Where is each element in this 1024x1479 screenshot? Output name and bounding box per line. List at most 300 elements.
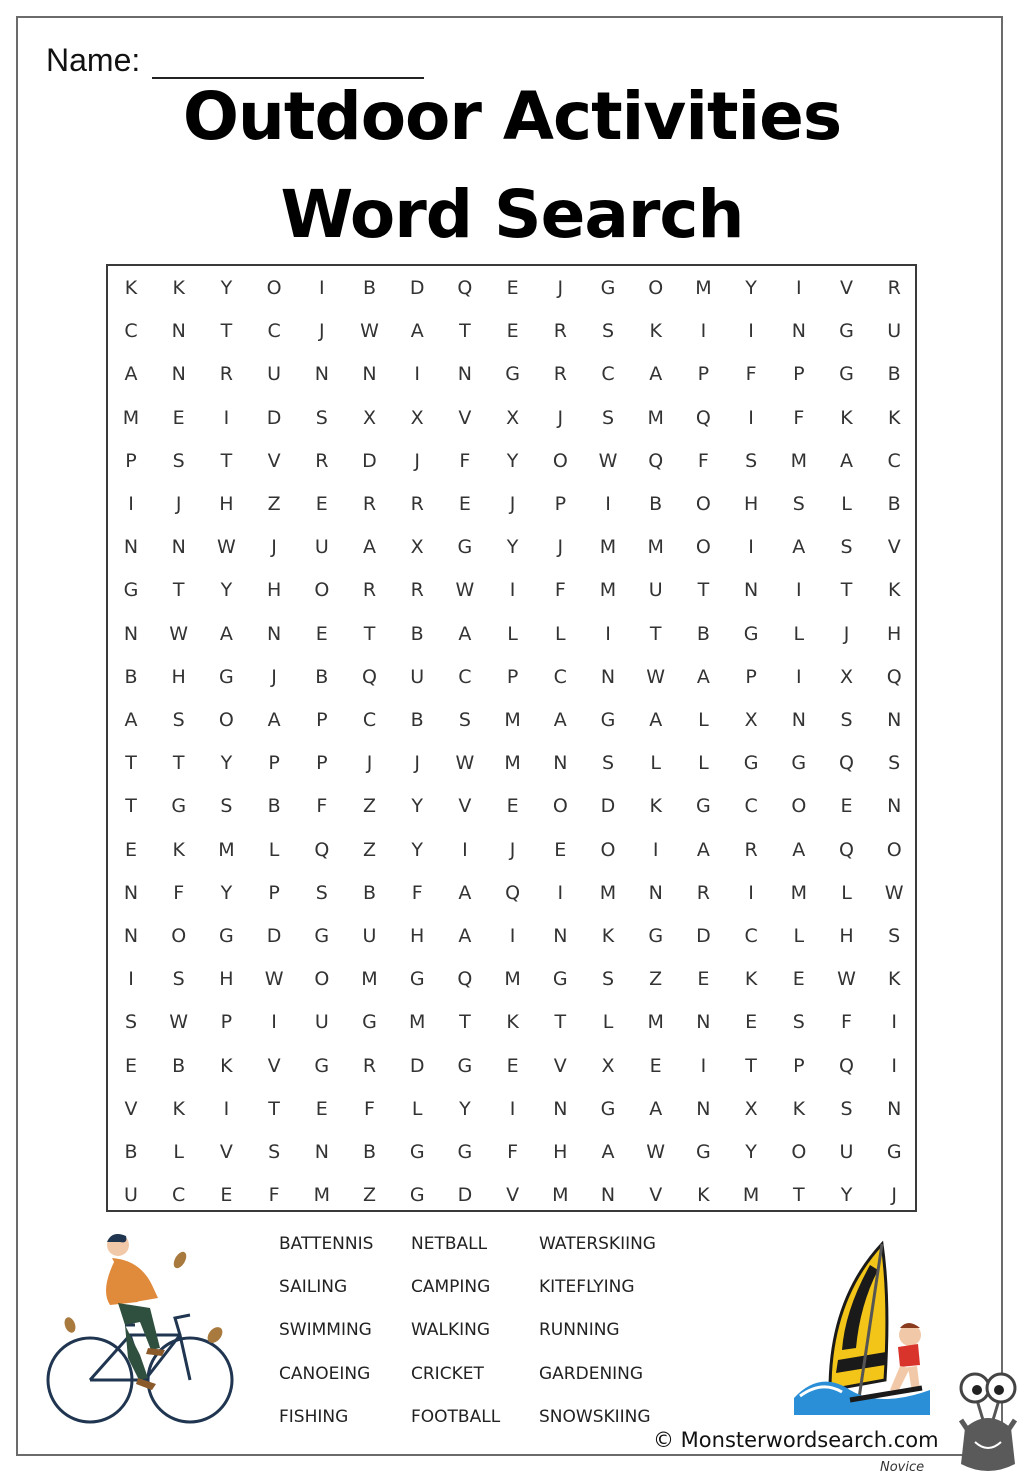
- grid-letter[interactable]: Y: [411, 795, 423, 818]
- grid-letter[interactable]: N: [314, 1141, 329, 1163]
- grid-letter[interactable]: F: [316, 795, 328, 818]
- grid-letter[interactable]: I: [318, 277, 325, 299]
- grid-letter[interactable]: S: [172, 449, 185, 472]
- grid-letter[interactable]: G: [886, 1141, 902, 1163]
- grid-letter[interactable]: E: [315, 1097, 328, 1120]
- grid-letter[interactable]: N: [887, 709, 902, 731]
- grid-letter[interactable]: M: [552, 1184, 569, 1207]
- grid-letter[interactable]: N: [171, 536, 186, 559]
- grid-letter[interactable]: J: [271, 536, 277, 559]
- grid-letter[interactable]: T: [125, 795, 137, 818]
- grid-letter[interactable]: O: [552, 795, 568, 818]
- grid-letter[interactable]: B: [410, 622, 424, 645]
- grid-letter[interactable]: P: [316, 752, 328, 775]
- grid-letter[interactable]: B: [887, 493, 901, 515]
- grid-letter[interactable]: L: [698, 752, 709, 775]
- grid-letter[interactable]: B: [124, 665, 138, 688]
- grid-letter[interactable]: G: [505, 363, 520, 386]
- grid-letter[interactable]: I: [509, 579, 516, 602]
- grid-letter[interactable]: C: [553, 665, 567, 688]
- grid-letter[interactable]: M: [504, 752, 521, 775]
- grid-letter[interactable]: F: [841, 1011, 852, 1034]
- grid-letter[interactable]: O: [314, 968, 330, 991]
- grid-letter[interactable]: R: [744, 838, 758, 861]
- grid-letter[interactable]: R: [887, 277, 901, 299]
- grid-letter[interactable]: T: [125, 752, 137, 775]
- grid-letter[interactable]: G: [457, 536, 473, 559]
- grid-letter[interactable]: J: [843, 622, 850, 645]
- grid-letter[interactable]: U: [267, 363, 282, 386]
- grid-letter[interactable]: M: [790, 881, 807, 904]
- grid-letter[interactable]: Y: [745, 1141, 757, 1163]
- grid-letter[interactable]: W: [455, 579, 475, 602]
- grid-letter[interactable]: I: [700, 320, 707, 343]
- grid-letter[interactable]: K: [601, 925, 615, 947]
- grid-letter[interactable]: N: [171, 363, 186, 386]
- grid-letter[interactable]: Q: [839, 752, 854, 775]
- grid-letter[interactable]: K: [649, 320, 662, 343]
- grid-letter[interactable]: S: [315, 881, 328, 904]
- grid-letter[interactable]: M: [361, 968, 378, 991]
- grid-letter[interactable]: A: [840, 449, 853, 472]
- grid-letter[interactable]: E: [506, 277, 519, 299]
- grid-letter[interactable]: O: [552, 449, 568, 472]
- grid-letter[interactable]: G: [123, 579, 139, 602]
- grid-letter[interactable]: L: [841, 493, 852, 515]
- grid-letter[interactable]: L: [602, 1011, 614, 1034]
- grid-letter[interactable]: H: [171, 665, 186, 688]
- grid-letter[interactable]: B: [649, 493, 663, 515]
- grid-letter[interactable]: T: [840, 579, 853, 602]
- grid-letter[interactable]: P: [554, 493, 567, 515]
- grid-letter[interactable]: W: [216, 536, 236, 559]
- grid-letter[interactable]: N: [553, 925, 568, 947]
- grid-letter[interactable]: Y: [840, 1184, 853, 1207]
- grid-letter[interactable]: X: [506, 406, 520, 429]
- grid-letter[interactable]: F: [364, 1097, 375, 1120]
- grid-letter[interactable]: K: [792, 1097, 806, 1120]
- grid-letter[interactable]: K: [172, 277, 185, 299]
- grid-letter[interactable]: Z: [362, 1184, 377, 1207]
- grid-letter[interactable]: P: [793, 1054, 805, 1077]
- grid-letter[interactable]: A: [649, 709, 663, 731]
- grid-letter[interactable]: D: [409, 277, 425, 299]
- grid-letter[interactable]: C: [601, 363, 615, 386]
- grid-letter[interactable]: A: [458, 925, 472, 947]
- grid-letter[interactable]: N: [743, 579, 759, 602]
- grid-letter[interactable]: S: [172, 968, 185, 991]
- grid-letter[interactable]: O: [171, 925, 187, 947]
- grid-letter[interactable]: V: [267, 1054, 281, 1077]
- grid-letter[interactable]: S: [601, 968, 615, 991]
- grid-letter[interactable]: G: [314, 1054, 330, 1077]
- grid-letter[interactable]: N: [648, 881, 663, 904]
- grid-letter[interactable]: P: [268, 752, 280, 775]
- grid-letter[interactable]: F: [554, 579, 566, 602]
- grid-letter[interactable]: O: [314, 579, 330, 602]
- grid-letter[interactable]: L: [793, 622, 805, 645]
- grid-letter[interactable]: G: [171, 795, 187, 818]
- grid-letter[interactable]: R: [362, 1054, 377, 1077]
- grid-letter[interactable]: S: [172, 709, 185, 731]
- grid-letter[interactable]: B: [362, 1141, 377, 1163]
- grid-letter[interactable]: M: [218, 838, 235, 861]
- grid-letter[interactable]: I: [748, 406, 754, 429]
- grid-letter[interactable]: E: [697, 968, 710, 991]
- grid-letter[interactable]: E: [315, 622, 328, 645]
- grid-letter[interactable]: F: [173, 881, 185, 904]
- grid-letter[interactable]: B: [362, 277, 377, 299]
- grid-letter[interactable]: G: [839, 320, 854, 343]
- grid-letter[interactable]: L: [650, 752, 661, 775]
- grid-letter[interactable]: S: [124, 1011, 138, 1034]
- grid-letter[interactable]: F: [507, 1141, 519, 1163]
- grid-letter[interactable]: I: [748, 320, 754, 343]
- grid-letter[interactable]: T: [268, 1097, 280, 1120]
- grid-letter[interactable]: I: [891, 1054, 897, 1077]
- grid-letter[interactable]: G: [648, 925, 664, 947]
- grid-letter[interactable]: B: [315, 665, 329, 688]
- grid-letter[interactable]: N: [457, 363, 472, 386]
- grid-letter[interactable]: S: [745, 449, 758, 472]
- grid-letter[interactable]: L: [268, 838, 280, 861]
- grid-letter[interactable]: U: [887, 320, 902, 343]
- grid-letter[interactable]: H: [743, 493, 759, 515]
- grid-letter[interactable]: B: [124, 1141, 138, 1163]
- grid-letter[interactable]: N: [123, 881, 139, 904]
- grid-letter[interactable]: G: [743, 622, 759, 645]
- grid-letter[interactable]: E: [792, 968, 805, 991]
- grid-letter[interactable]: G: [219, 665, 234, 688]
- grid-letter[interactable]: G: [409, 1184, 425, 1207]
- grid-letter[interactable]: S: [601, 752, 615, 775]
- grid-letter[interactable]: I: [652, 838, 659, 861]
- grid-letter[interactable]: E: [506, 1054, 519, 1077]
- grid-letter[interactable]: I: [223, 1097, 230, 1120]
- grid-letter[interactable]: F: [745, 363, 757, 386]
- grid-letter[interactable]: N: [791, 320, 806, 343]
- grid-letter[interactable]: X: [839, 665, 854, 688]
- grid-letter[interactable]: S: [888, 752, 901, 775]
- grid-letter[interactable]: D: [409, 1054, 425, 1077]
- grid-letter[interactable]: G: [457, 1141, 473, 1163]
- grid-letter[interactable]: R: [696, 881, 710, 904]
- grid-letter[interactable]: N: [600, 665, 616, 688]
- grid-letter[interactable]: M: [742, 1184, 760, 1207]
- grid-letter[interactable]: Z: [362, 795, 377, 818]
- grid-letter[interactable]: V: [506, 1184, 520, 1207]
- grid-letter[interactable]: P: [220, 1011, 233, 1034]
- grid-letter[interactable]: G: [314, 925, 330, 947]
- grid-letter[interactable]: I: [748, 536, 754, 559]
- grid-letter[interactable]: E: [554, 838, 567, 861]
- grid-letter[interactable]: I: [509, 925, 516, 947]
- grid-letter[interactable]: Y: [506, 536, 519, 559]
- grid-letter[interactable]: E: [840, 795, 853, 818]
- grid-letter[interactable]: C: [887, 449, 901, 472]
- grid-letter[interactable]: I: [795, 665, 802, 688]
- grid-letter[interactable]: N: [791, 709, 806, 731]
- grid-letter[interactable]: V: [458, 795, 472, 818]
- grid-letter[interactable]: A: [363, 536, 376, 559]
- grid-letter[interactable]: N: [362, 363, 377, 386]
- grid-letter[interactable]: E: [124, 838, 137, 861]
- grid-letter[interactable]: G: [457, 1054, 473, 1077]
- grid-letter[interactable]: Q: [839, 838, 854, 861]
- grid-letter[interactable]: R: [362, 579, 377, 602]
- grid-letter[interactable]: S: [840, 1097, 853, 1120]
- grid-letter[interactable]: U: [314, 1011, 329, 1034]
- grid-letter[interactable]: G: [696, 1141, 711, 1163]
- grid-letter[interactable]: Q: [362, 665, 377, 688]
- grid-letter[interactable]: Q: [839, 1054, 854, 1077]
- grid-letter[interactable]: L: [841, 881, 852, 904]
- grid-letter[interactable]: F: [697, 449, 709, 472]
- grid-letter[interactable]: J: [271, 665, 277, 688]
- grid-letter[interactable]: M: [122, 406, 140, 429]
- grid-letter[interactable]: V: [887, 536, 901, 559]
- grid-letter[interactable]: I: [795, 277, 802, 299]
- grid-letter[interactable]: S: [840, 536, 853, 559]
- grid-letter[interactable]: N: [553, 752, 568, 775]
- grid-letter[interactable]: J: [557, 406, 564, 429]
- grid-letter[interactable]: Z: [649, 968, 663, 991]
- grid-letter[interactable]: I: [605, 493, 611, 515]
- grid-letter[interactable]: P: [506, 665, 519, 688]
- grid-letter[interactable]: G: [839, 363, 854, 386]
- grid-letter[interactable]: S: [458, 709, 471, 731]
- grid-letter[interactable]: N: [696, 1011, 711, 1034]
- grid-letter[interactable]: A: [458, 881, 472, 904]
- grid-letter[interactable]: S: [601, 406, 615, 429]
- grid-letter[interactable]: S: [840, 709, 853, 731]
- grid-letter[interactable]: O: [695, 493, 711, 515]
- grid-letter[interactable]: I: [223, 406, 230, 429]
- grid-letter[interactable]: K: [172, 1097, 185, 1120]
- grid-letter[interactable]: X: [744, 709, 758, 731]
- grid-letter[interactable]: N: [696, 1097, 711, 1120]
- grid-letter[interactable]: Y: [220, 881, 233, 904]
- grid-letter[interactable]: S: [792, 1011, 805, 1034]
- grid-letter[interactable]: T: [697, 579, 710, 602]
- grid-letter[interactable]: C: [362, 709, 377, 731]
- grid-letter[interactable]: J: [509, 838, 516, 861]
- grid-letter[interactable]: H: [219, 968, 234, 991]
- grid-letter[interactable]: X: [410, 536, 424, 559]
- grid-letter[interactable]: Q: [457, 277, 473, 299]
- grid-letter[interactable]: G: [409, 1141, 425, 1163]
- grid-letter[interactable]: D: [266, 925, 282, 947]
- grid-letter[interactable]: D: [362, 449, 377, 472]
- grid-letter[interactable]: M: [504, 968, 521, 991]
- grid-letter[interactable]: V: [124, 1097, 138, 1120]
- grid-letter[interactable]: R: [410, 579, 424, 602]
- grid-letter[interactable]: B: [410, 709, 424, 731]
- grid-letter[interactable]: C: [744, 925, 758, 947]
- grid-letter[interactable]: T: [363, 622, 376, 645]
- grid-letter[interactable]: D: [457, 1184, 473, 1207]
- grid-letter[interactable]: Q: [648, 449, 664, 472]
- grid-letter[interactable]: W: [884, 881, 904, 904]
- grid-letter[interactable]: J: [509, 493, 516, 515]
- grid-letter[interactable]: M: [647, 406, 664, 429]
- grid-letter[interactable]: R: [362, 493, 377, 515]
- grid-letter[interactable]: S: [888, 925, 901, 947]
- grid-letter[interactable]: C: [124, 320, 138, 343]
- grid-letter[interactable]: I: [795, 579, 802, 602]
- grid-letter[interactable]: A: [696, 838, 710, 861]
- grid-letter[interactable]: M: [504, 709, 521, 731]
- grid-letter[interactable]: O: [791, 795, 807, 818]
- grid-letter[interactable]: M: [790, 449, 807, 472]
- grid-letter[interactable]: W: [837, 968, 856, 991]
- grid-letter[interactable]: W: [646, 1141, 666, 1163]
- grid-letter[interactable]: T: [649, 622, 662, 645]
- grid-letter[interactable]: C: [458, 665, 472, 688]
- grid-letter[interactable]: K: [744, 968, 758, 991]
- grid-letter[interactable]: O: [218, 709, 234, 731]
- grid-letter[interactable]: I: [509, 1097, 516, 1120]
- grid-letter[interactable]: K: [840, 406, 853, 429]
- grid-letter[interactable]: L: [698, 709, 709, 731]
- grid-letter[interactable]: B: [696, 622, 710, 645]
- grid-letter[interactable]: N: [553, 1097, 568, 1120]
- grid-letter[interactable]: G: [600, 709, 616, 731]
- grid-letter[interactable]: V: [458, 406, 472, 429]
- grid-letter[interactable]: P: [268, 881, 280, 904]
- grid-letter[interactable]: C: [267, 320, 281, 343]
- grid-letter[interactable]: G: [362, 1011, 377, 1034]
- grid-letter[interactable]: U: [362, 925, 377, 947]
- grid-letter[interactable]: O: [648, 277, 664, 299]
- grid-letter[interactable]: W: [264, 968, 284, 991]
- grid-letter[interactable]: P: [745, 665, 757, 688]
- grid-letter[interactable]: I: [414, 363, 420, 386]
- grid-letter[interactable]: M: [647, 536, 664, 559]
- grid-letter[interactable]: J: [557, 536, 564, 559]
- grid-letter[interactable]: X: [362, 406, 377, 429]
- grid-letter[interactable]: V: [267, 449, 281, 472]
- grid-letter[interactable]: E: [745, 1011, 758, 1034]
- grid-letter[interactable]: J: [318, 320, 325, 343]
- grid-letter[interactable]: Y: [411, 838, 423, 861]
- grid-letter[interactable]: I: [891, 1011, 897, 1034]
- grid-letter[interactable]: L: [555, 622, 566, 645]
- grid-letter[interactable]: K: [506, 1011, 519, 1034]
- grid-letter[interactable]: S: [315, 406, 328, 429]
- grid-letter[interactable]: A: [267, 709, 281, 731]
- grid-letter[interactable]: H: [266, 579, 282, 602]
- grid-letter[interactable]: O: [695, 536, 711, 559]
- grid-letter[interactable]: Q: [886, 665, 902, 688]
- grid-letter[interactable]: I: [462, 838, 468, 861]
- grid-letter[interactable]: M: [647, 1011, 664, 1034]
- grid-letter[interactable]: Q: [505, 881, 521, 904]
- grid-letter[interactable]: J: [557, 277, 564, 299]
- grid-letter[interactable]: L: [173, 1141, 184, 1163]
- grid-letter[interactable]: K: [649, 795, 662, 818]
- grid-letter[interactable]: O: [791, 1141, 807, 1163]
- grid-letter[interactable]: U: [648, 579, 663, 602]
- grid-letter[interactable]: K: [697, 1184, 710, 1207]
- grid-letter[interactable]: M: [599, 536, 617, 559]
- grid-letter[interactable]: T: [172, 752, 185, 775]
- grid-letter[interactable]: R: [315, 449, 329, 472]
- grid-letter[interactable]: G: [791, 752, 807, 775]
- grid-letter[interactable]: S: [220, 795, 233, 818]
- grid-letter[interactable]: R: [553, 320, 567, 343]
- grid-letter[interactable]: U: [314, 536, 329, 559]
- grid-letter[interactable]: E: [315, 493, 328, 515]
- grid-letter[interactable]: S: [792, 493, 805, 515]
- grid-letter[interactable]: P: [697, 363, 710, 386]
- grid-letter[interactable]: I: [700, 1054, 707, 1077]
- grid-letter[interactable]: G: [409, 968, 425, 991]
- grid-letter[interactable]: T: [220, 320, 233, 343]
- grid-letter[interactable]: G: [219, 925, 234, 947]
- grid-letter[interactable]: B: [887, 363, 901, 386]
- grid-letter[interactable]: N: [887, 795, 902, 818]
- grid-letter[interactable]: O: [266, 277, 282, 299]
- grid-letter[interactable]: U: [410, 665, 425, 688]
- grid-letter[interactable]: F: [793, 406, 805, 429]
- grid-letter[interactable]: X: [601, 1054, 615, 1077]
- grid-letter[interactable]: A: [124, 363, 138, 386]
- grid-letter[interactable]: F: [268, 1184, 280, 1207]
- grid-letter[interactable]: Z: [267, 493, 281, 515]
- grid-letter[interactable]: A: [696, 665, 710, 688]
- grid-letter[interactable]: P: [125, 449, 137, 472]
- grid-letter[interactable]: A: [553, 709, 567, 731]
- grid-letter[interactable]: Y: [745, 277, 757, 299]
- grid-letter[interactable]: E: [458, 493, 471, 515]
- grid-letter[interactable]: W: [169, 1011, 189, 1034]
- grid-letter[interactable]: Y: [220, 579, 233, 602]
- grid-letter[interactable]: Q: [695, 406, 711, 429]
- grid-letter[interactable]: L: [507, 622, 518, 645]
- grid-letter[interactable]: X: [744, 1097, 758, 1120]
- grid-letter[interactable]: W: [169, 622, 189, 645]
- grid-letter[interactable]: K: [887, 406, 901, 429]
- grid-letter[interactable]: C: [744, 795, 758, 818]
- grid-letter[interactable]: J: [414, 752, 420, 775]
- grid-letter[interactable]: M: [599, 881, 617, 904]
- grid-letter[interactable]: W: [360, 320, 379, 343]
- grid-letter[interactable]: Y: [459, 1097, 471, 1120]
- grid-letter[interactable]: T: [792, 1184, 805, 1207]
- grid-letter[interactable]: K: [220, 1054, 233, 1077]
- grid-letter[interactable]: R: [553, 363, 567, 386]
- grid-letter[interactable]: E: [649, 1054, 662, 1077]
- grid-letter[interactable]: F: [459, 449, 471, 472]
- grid-letter[interactable]: I: [128, 968, 134, 991]
- grid-letter[interactable]: Y: [220, 277, 233, 299]
- grid-letter[interactable]: A: [410, 320, 424, 343]
- grid-letter[interactable]: Z: [362, 838, 377, 861]
- grid-letter[interactable]: N: [123, 622, 139, 645]
- grid-letter[interactable]: H: [553, 1141, 568, 1163]
- grid-letter[interactable]: J: [891, 1184, 897, 1207]
- grid-letter[interactable]: G: [552, 968, 568, 991]
- grid-letter[interactable]: A: [458, 622, 472, 645]
- grid-letter[interactable]: M: [408, 1011, 426, 1034]
- grid-letter[interactable]: T: [172, 579, 185, 602]
- grid-letter[interactable]: W: [455, 752, 475, 775]
- grid-letter[interactable]: H: [839, 925, 854, 947]
- grid-letter[interactable]: T: [459, 1011, 471, 1034]
- grid-letter[interactable]: V: [219, 1141, 233, 1163]
- grid-letter[interactable]: D: [600, 795, 616, 818]
